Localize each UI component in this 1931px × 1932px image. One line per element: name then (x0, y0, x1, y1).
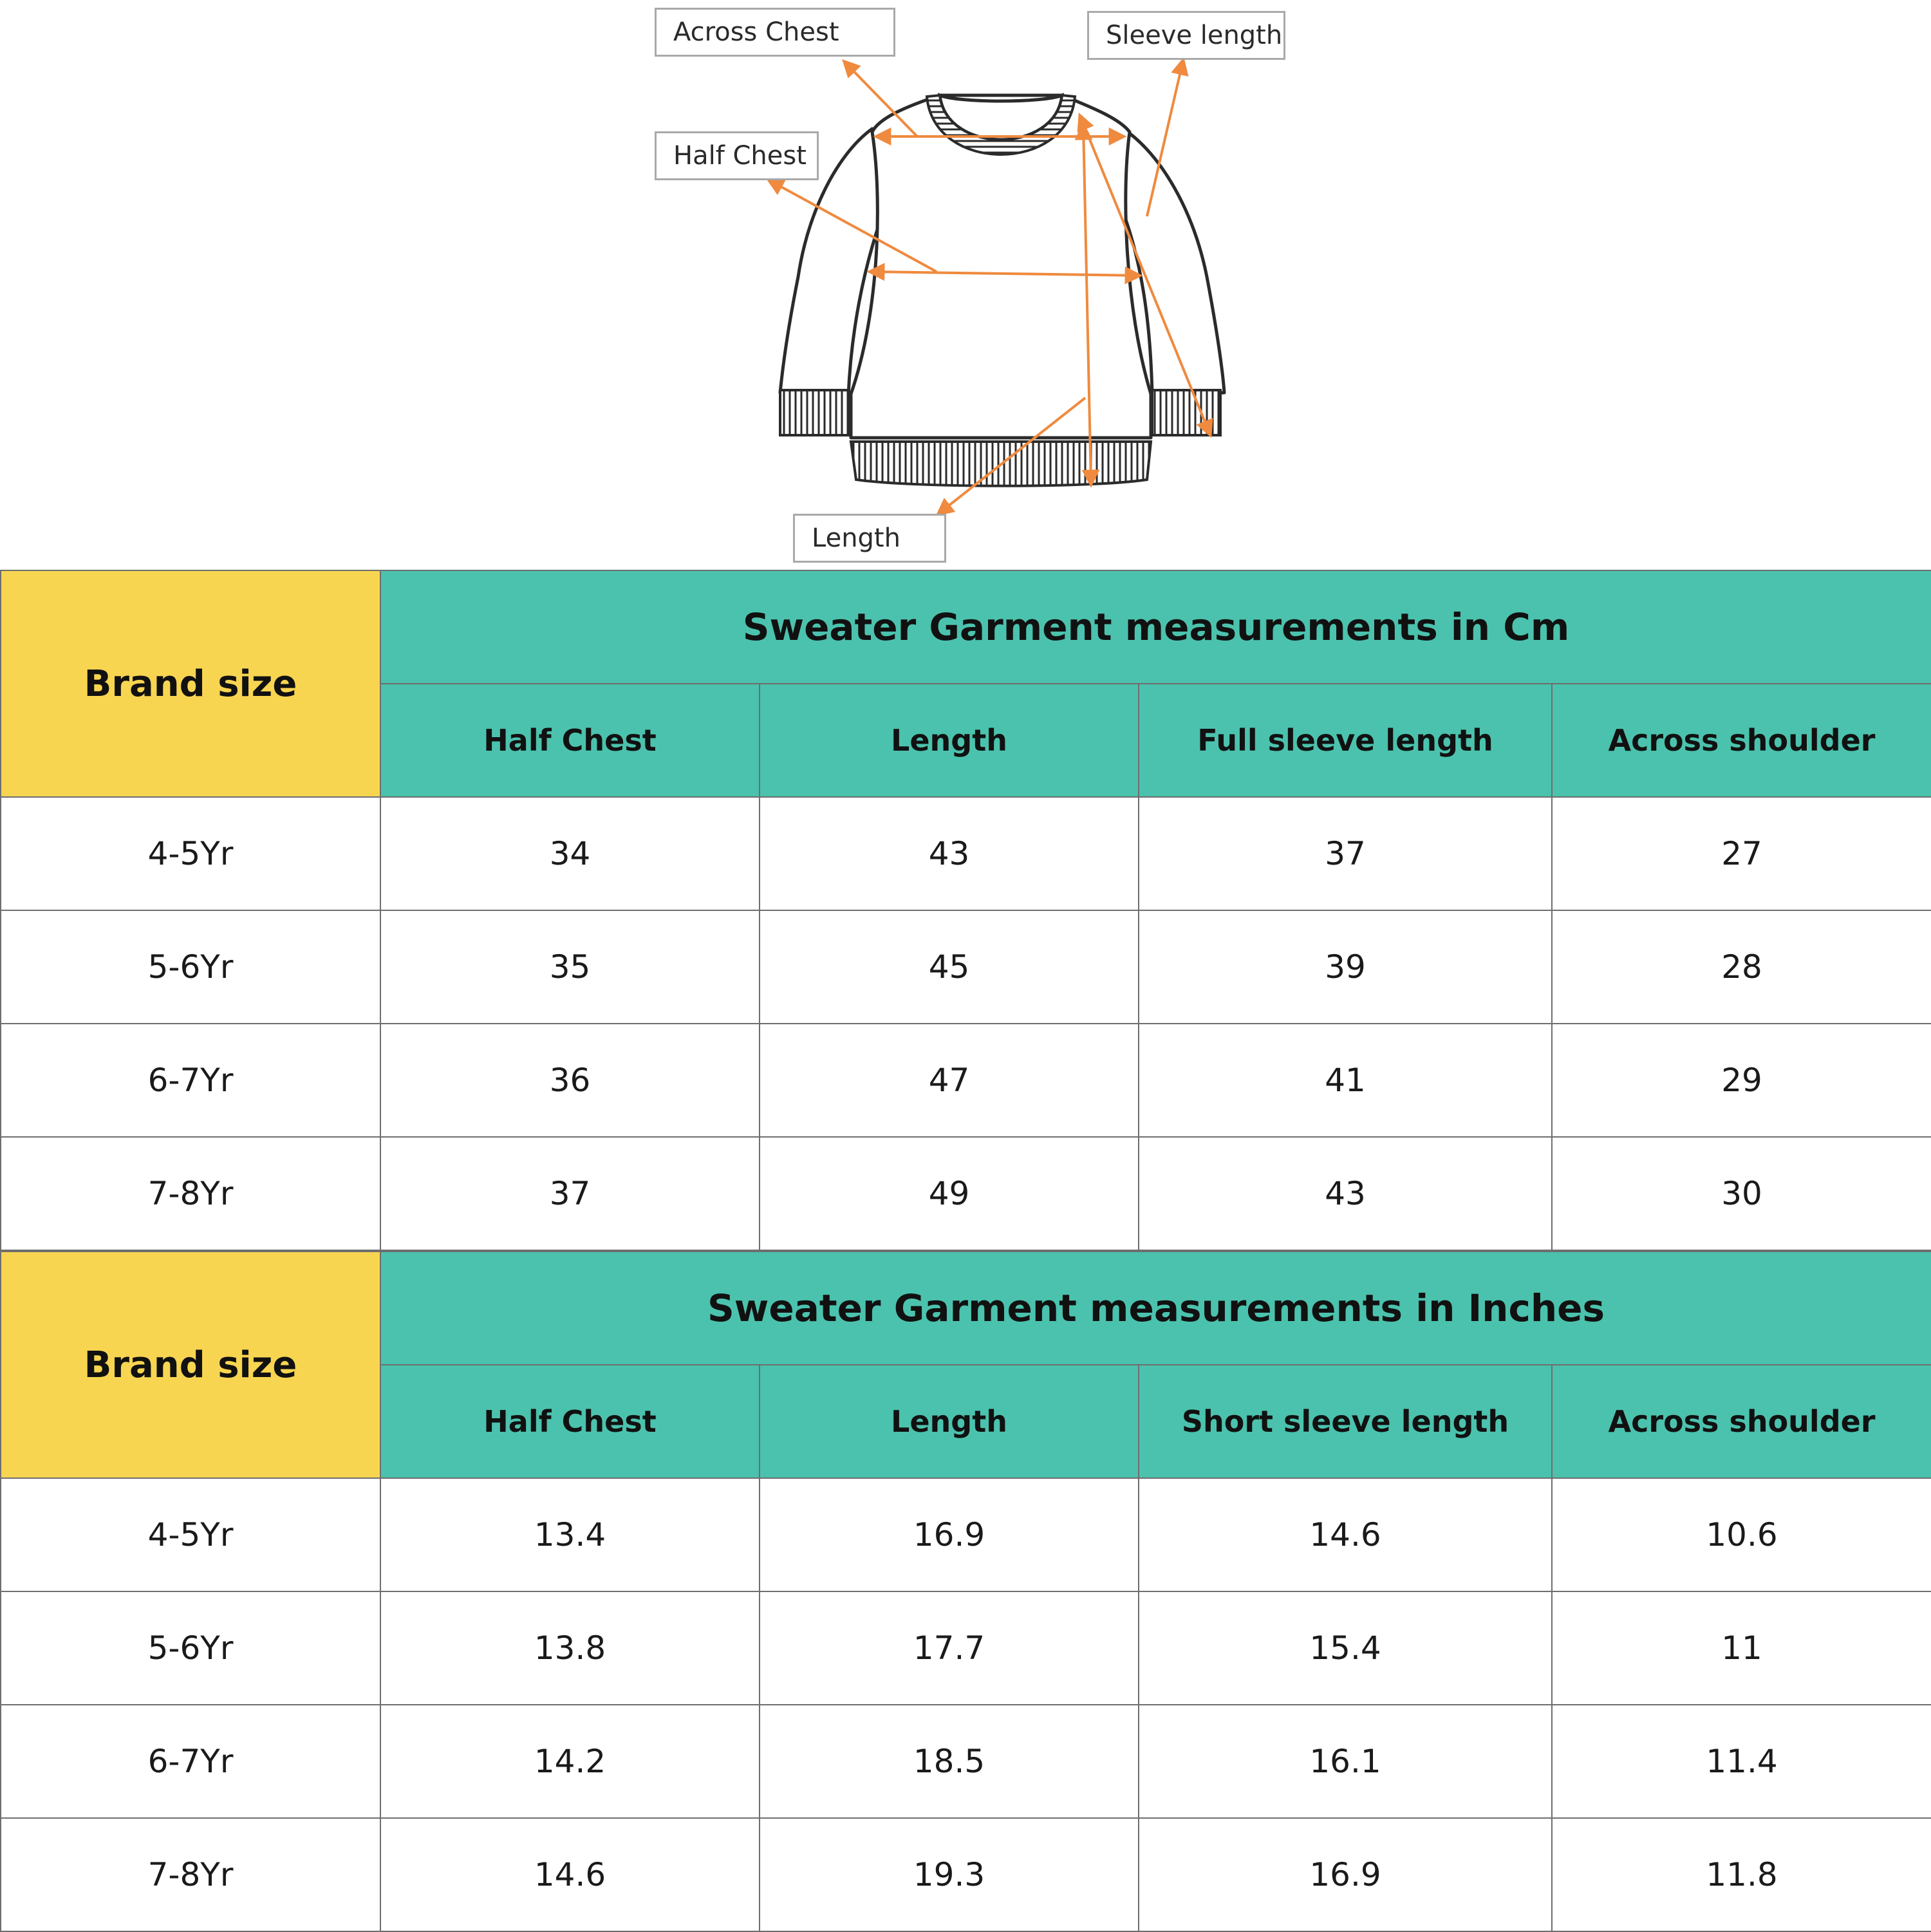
column-header: Length (760, 1365, 1139, 1478)
table-title: Sweater Garment measurements in Cm (380, 570, 1931, 684)
value-cell: 10.6 (1552, 1478, 1931, 1591)
table-row (1, 1137, 1931, 1250)
label-half-chest: Half Chest (655, 131, 819, 180)
value-cell: 11.4 (1552, 1705, 1931, 1818)
column-header: Half Chest (380, 1365, 760, 1478)
label-across-chest: Across Chest (655, 8, 895, 57)
table-row (1, 910, 1931, 1024)
size-cell: 7-8Yr (1, 1818, 380, 1931)
table-title: Sweater Garment measurements in Inches (380, 1252, 1931, 1365)
value-cell: 35 (380, 910, 760, 1024)
value-cell: 16.9 (1139, 1818, 1552, 1931)
size-cell: 4-5Yr (1, 797, 380, 910)
table-row (1, 1478, 1931, 1591)
column-header: Length (760, 684, 1139, 797)
value-cell: 45 (760, 910, 1139, 1024)
value-cell: 13.4 (380, 1478, 760, 1591)
sweater-illustration (0, 0, 1931, 570)
value-cell: 13.8 (380, 1591, 760, 1705)
size-cell: 4-5Yr (1, 1478, 380, 1591)
column-header: Full sleeve length (1139, 684, 1552, 797)
value-cell: 17.7 (760, 1591, 1139, 1705)
brand-size-header: Brand size (1, 570, 380, 797)
column-header: Across shoulder (1552, 684, 1931, 797)
size-cell: 6-7Yr (1, 1024, 380, 1137)
value-cell: 30 (1552, 1137, 1931, 1250)
value-cell: 18.5 (760, 1705, 1139, 1818)
table-row (1, 797, 1931, 910)
value-cell: 41 (1139, 1024, 1552, 1137)
size-table-cm (0, 570, 1931, 1251)
size-cell: 5-6Yr (1, 910, 380, 1024)
value-cell: 16.1 (1139, 1705, 1552, 1818)
value-cell: 27 (1552, 797, 1931, 910)
size-table-inches (0, 1251, 1931, 1932)
brand-size-header: Brand size (1, 1252, 380, 1478)
label-sleeve-length: Sleeve length (1087, 11, 1285, 60)
value-cell: 11 (1552, 1591, 1931, 1705)
value-cell: 37 (1139, 797, 1552, 910)
table-row (1, 1705, 1931, 1818)
value-cell: 47 (760, 1024, 1139, 1137)
value-cell: 14.2 (380, 1705, 760, 1818)
value-cell: 37 (380, 1137, 760, 1250)
value-cell: 36 (380, 1024, 760, 1137)
column-header: Half Chest (380, 684, 760, 797)
value-cell: 14.6 (380, 1818, 760, 1931)
value-cell: 28 (1552, 910, 1931, 1024)
value-cell: 49 (760, 1137, 1139, 1250)
value-cell: 43 (760, 797, 1139, 910)
table-row (1, 1818, 1931, 1931)
value-cell: 43 (1139, 1137, 1552, 1250)
value-cell: 15.4 (1139, 1591, 1552, 1705)
value-cell: 14.6 (1139, 1478, 1552, 1591)
value-cell: 11.8 (1552, 1818, 1931, 1931)
size-cell: 7-8Yr (1, 1137, 380, 1250)
value-cell: 29 (1552, 1024, 1931, 1137)
size-cell: 5-6Yr (1, 1591, 380, 1705)
column-header: Across shoulder (1552, 1365, 1931, 1478)
sweater-measurement-diagram (0, 0, 1931, 570)
value-cell: 39 (1139, 910, 1552, 1024)
table-row (1, 1591, 1931, 1705)
right-cuff (1152, 390, 1220, 435)
value-cell: 16.9 (760, 1478, 1139, 1591)
value-cell: 19.3 (760, 1818, 1139, 1931)
column-header: Short sleeve length (1139, 1365, 1552, 1478)
size-cell: 6-7Yr (1, 1705, 380, 1818)
label-length: Length (793, 514, 946, 563)
table-row (1, 1024, 1931, 1137)
value-cell: 34 (380, 797, 760, 910)
left-cuff (780, 390, 848, 435)
